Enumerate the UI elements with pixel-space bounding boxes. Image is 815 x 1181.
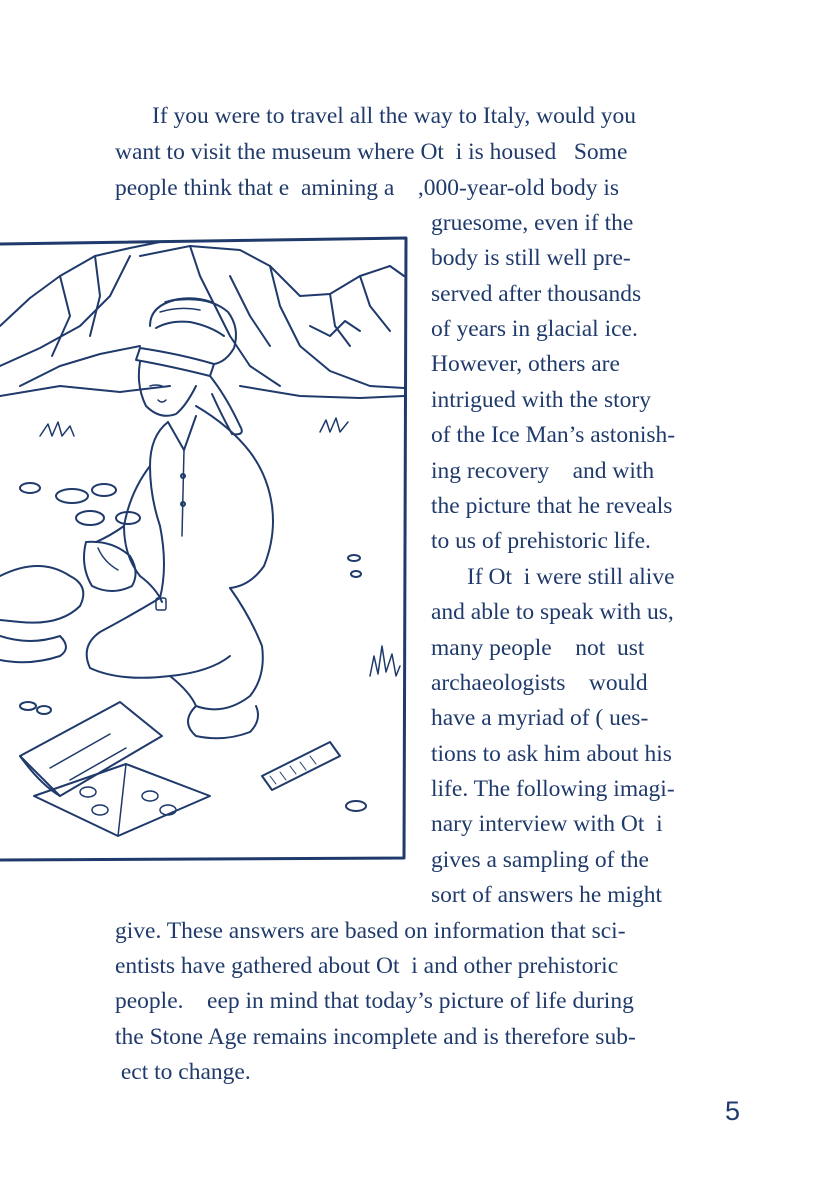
paragraph-line: of years in glacial ice. <box>431 316 638 342</box>
paragraph-line: tions to ask him about his <box>431 741 672 767</box>
paragraph-line: ing recovery and with <box>431 458 655 484</box>
paragraph-line: nary interview with Ot i <box>431 811 663 837</box>
paragraph-line: sort of answers he might <box>431 882 663 908</box>
paragraph-line: to us of prehistoric life. <box>431 528 651 554</box>
paragraph-line: intrigued with the story <box>431 387 651 413</box>
paragraph-line: If Ot i were still alive <box>467 564 675 590</box>
paragraph-line: However, others are <box>431 351 620 377</box>
page-number: 5 <box>725 1096 741 1126</box>
paragraph-line: want to visit the museum where Ot i is housed Some <box>115 139 628 165</box>
paragraph-line: If you were to travel all the way to Italy, would you <box>152 103 636 129</box>
paragraph-line: ect to change. <box>115 1059 251 1085</box>
paragraph-line: entists have gathered about Ot i and other prehistoric <box>115 953 619 979</box>
paragraph-line: served after thousands <box>431 281 642 307</box>
paragraph-line: the Stone Age remains incomplete and is therefore sub- <box>115 1024 636 1050</box>
paragraph-line: and able to speak with us, <box>431 599 674 625</box>
paragraph-line: gives a sampling of the <box>431 847 649 873</box>
paragraph-line: the picture that he reveals <box>431 493 673 519</box>
paragraph-line: people. eep in mind that today’s picture of life during <box>115 988 634 1014</box>
paragraph-line: archaeologists would <box>431 670 648 696</box>
paragraph-line: gruesome, even if the <box>431 210 634 236</box>
paragraph-line: have a myriad of ( ues- <box>431 705 649 731</box>
paragraph-line: of the Ice Man’s astonish- <box>431 422 676 448</box>
paragraph-line: body is still well pre- <box>431 245 631 271</box>
paragraph-line: people think that e amining a ,000-year-old body is <box>115 175 620 201</box>
illustration-archaeologist <box>0 236 410 862</box>
paragraph-line: give. These answers are based on information that sci- <box>115 918 626 944</box>
paragraph-line: life. The following imagi- <box>431 776 675 802</box>
paragraph-line: many people not ust <box>431 635 645 661</box>
